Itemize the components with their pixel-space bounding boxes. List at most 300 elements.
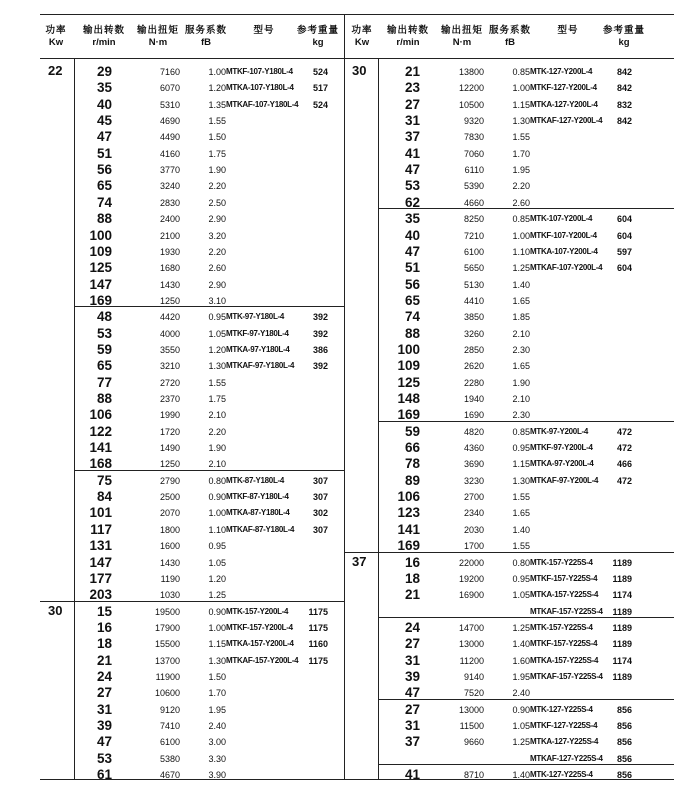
reference-weight: 597 <box>616 247 632 257</box>
reference-weight: 524 <box>312 67 328 77</box>
output-torque: 19500 <box>154 607 180 617</box>
service-factor: 1.75 <box>208 394 226 404</box>
output-speed: 47 <box>96 734 112 749</box>
output-torque: 13000 <box>458 705 484 715</box>
model-number: MTK-107-Y200L-4 <box>530 214 593 223</box>
output-torque: 2790 <box>159 476 180 486</box>
output-speed: 74 <box>96 195 112 210</box>
output-torque: 7160 <box>159 67 180 77</box>
reference-weight: 832 <box>616 100 632 110</box>
output-speed: 27 <box>404 97 420 112</box>
header-weight: 参考重量 kg <box>296 25 339 48</box>
output-speed: 41 <box>404 767 420 782</box>
output-torque: 4000 <box>159 329 180 339</box>
output-speed: 169 <box>89 293 112 308</box>
power-value: 30 <box>352 63 367 78</box>
output-speed: 27 <box>404 636 420 651</box>
service-factor: 0.85 <box>512 427 530 437</box>
output-torque: 6070 <box>159 83 180 93</box>
table-row <box>0 146 700 162</box>
output-speed: 168 <box>89 456 112 471</box>
table-row <box>0 80 700 96</box>
output-torque: 14700 <box>458 623 484 633</box>
top-rule <box>40 14 674 15</box>
output-speed: 88 <box>96 391 112 406</box>
output-speed: 31 <box>404 653 420 668</box>
output-speed: 65 <box>96 178 112 193</box>
header-torque: 输出扭矩 N·m <box>440 25 483 48</box>
header-model: 型号 <box>253 25 275 36</box>
output-speed: 109 <box>89 244 112 259</box>
output-speed: 31 <box>404 718 420 733</box>
output-torque: 5130 <box>463 280 484 290</box>
output-speed: 51 <box>96 146 112 161</box>
output-speed: 65 <box>404 293 420 308</box>
output-torque: 1720 <box>159 427 180 437</box>
reference-weight: 1189 <box>612 672 632 682</box>
output-torque: 2850 <box>463 345 484 355</box>
service-factor: 1.55 <box>512 541 530 551</box>
table-row <box>0 64 700 80</box>
table-row <box>0 391 700 407</box>
output-speed: 131 <box>89 538 112 553</box>
table-row <box>0 326 700 342</box>
service-factor: 2.20 <box>208 181 226 191</box>
model-number: MTKF-157-Y225S-4 <box>530 639 598 648</box>
reference-weight: 524 <box>312 100 328 110</box>
output-speed: 59 <box>96 342 112 357</box>
output-torque: 9120 <box>159 705 180 715</box>
reference-weight: 302 <box>312 508 328 518</box>
output-speed: 141 <box>397 522 420 537</box>
service-factor: 1.70 <box>208 688 226 698</box>
service-factor: 2.30 <box>512 345 530 355</box>
output-speed: 106 <box>397 489 420 504</box>
service-factor: 1.25 <box>208 590 226 600</box>
output-torque: 7520 <box>463 688 484 698</box>
service-factor: 1.00 <box>512 231 530 241</box>
output-speed: 29 <box>96 64 112 79</box>
output-torque: 2370 <box>159 394 180 404</box>
model-number: MTKAF-157-Y200L-4 <box>226 656 299 665</box>
table-row <box>0 767 700 783</box>
output-torque: 3850 <box>463 312 484 322</box>
service-factor: 1.90 <box>208 165 226 175</box>
output-torque: 4670 <box>159 770 180 780</box>
reference-weight: 1174 <box>612 590 632 600</box>
service-factor: 1.85 <box>512 312 530 322</box>
model-number: MTKA-97-Y200L-4 <box>530 459 594 468</box>
model-group-rule <box>378 764 674 765</box>
model-number: MTKAF-97-Y180L-4 <box>226 361 295 370</box>
output-torque: 13000 <box>458 639 484 649</box>
service-factor: 0.90 <box>208 607 226 617</box>
service-factor: 1.25 <box>512 737 530 747</box>
output-torque: 3260 <box>463 329 484 339</box>
reference-weight: 1175 <box>308 656 328 666</box>
service-factor: 1.00 <box>512 83 530 93</box>
table-row <box>0 587 700 603</box>
reference-weight: 307 <box>312 492 328 502</box>
service-factor: 1.00 <box>208 508 226 518</box>
service-factor: 0.80 <box>512 558 530 568</box>
service-factor: 1.10 <box>512 247 530 257</box>
output-speed: 88 <box>404 326 420 341</box>
output-speed: 39 <box>404 669 420 684</box>
output-speed: 62 <box>404 195 420 210</box>
output-torque: 4420 <box>159 312 180 322</box>
table-row <box>0 473 700 489</box>
output-speed: 15 <box>96 604 112 619</box>
header-fb: 服务系数 fB <box>488 25 531 48</box>
output-speed: 123 <box>397 505 420 520</box>
power-value: 37 <box>352 554 367 569</box>
output-torque: 1680 <box>159 263 180 273</box>
output-speed: 88 <box>96 211 112 226</box>
output-torque: 8710 <box>463 770 484 780</box>
model-number: MTK-97-Y200L-4 <box>530 427 589 436</box>
output-torque: 2720 <box>159 378 180 388</box>
output-torque: 12200 <box>458 83 484 93</box>
model-group-rule <box>378 699 674 700</box>
model-number: MTKA-157-Y200L-4 <box>226 639 294 648</box>
table-row <box>0 244 700 260</box>
output-torque: 2340 <box>463 508 484 518</box>
output-speed: 16 <box>404 555 420 570</box>
service-factor: 3.10 <box>208 296 226 306</box>
model-number: MTKA-127-Y200L-4 <box>530 100 598 109</box>
output-torque: 17900 <box>154 623 180 633</box>
model-number: MTKAF-107-Y180L-4 <box>226 100 299 109</box>
output-torque: 4410 <box>463 296 484 306</box>
output-torque: 1250 <box>159 459 180 469</box>
service-factor: 1.55 <box>512 132 530 142</box>
service-factor: 2.90 <box>208 214 226 224</box>
output-speed: 53 <box>96 751 112 766</box>
output-torque: 1700 <box>463 541 484 551</box>
model-number: MTKA-127-Y225S-4 <box>530 737 599 746</box>
output-speed: 24 <box>404 620 420 635</box>
reference-weight: 842 <box>616 116 632 126</box>
output-speed: 66 <box>404 440 420 455</box>
output-speed: 18 <box>96 636 112 651</box>
service-factor: 0.95 <box>512 443 530 453</box>
output-torque: 2070 <box>159 508 180 518</box>
service-factor: 1.65 <box>512 508 530 518</box>
power-value: 30 <box>48 603 63 618</box>
model-number: MTKA-157-Y225S-4 <box>530 590 599 599</box>
output-speed: 21 <box>404 64 420 79</box>
model-number: MTK-157-Y225S-4 <box>530 623 593 632</box>
service-factor: 0.85 <box>512 214 530 224</box>
output-speed: 40 <box>404 228 420 243</box>
output-speed: 117 <box>90 522 112 537</box>
header-power: 功率 Kw <box>45 25 67 48</box>
service-factor: 0.95 <box>208 312 226 322</box>
output-torque: 2620 <box>463 361 484 371</box>
service-factor: 2.10 <box>208 459 226 469</box>
output-speed: 53 <box>404 178 420 193</box>
model-number: MTKAF-127-Y200L-4 <box>530 116 603 125</box>
model-group-rule <box>378 208 674 209</box>
service-factor: 1.25 <box>512 623 530 633</box>
output-torque: 5310 <box>159 100 180 110</box>
output-torque: 6110 <box>464 165 484 175</box>
reference-weight: 307 <box>312 525 328 535</box>
reference-weight: 517 <box>312 83 328 93</box>
output-torque: 22000 <box>458 558 484 568</box>
output-torque: 3690 <box>463 459 484 469</box>
output-torque: 4660 <box>463 198 484 208</box>
output-speed: 56 <box>404 277 420 292</box>
service-factor: 2.10 <box>512 394 530 404</box>
table-row <box>0 97 700 113</box>
model-number: MTK-97-Y180L-4 <box>226 312 285 321</box>
model-number: MTKAF-107-Y200L-4 <box>530 263 603 272</box>
output-torque: 7830 <box>463 132 484 142</box>
output-torque: 7060 <box>463 149 484 159</box>
reference-weight: 392 <box>312 329 328 339</box>
service-factor: 1.55 <box>512 492 530 502</box>
service-factor: 2.40 <box>208 721 226 731</box>
service-factor: 2.50 <box>208 198 226 208</box>
model-number: MTK-157-Y200L-4 <box>226 607 289 616</box>
reference-weight: 307 <box>312 476 328 486</box>
service-factor: 0.90 <box>208 492 226 502</box>
header-model: 型号 <box>557 25 579 36</box>
model-number: MTK-127-Y225S-4 <box>530 770 593 779</box>
output-torque: 13800 <box>458 67 484 77</box>
output-speed: 74 <box>404 309 420 324</box>
service-factor: 0.95 <box>208 541 226 551</box>
service-factor: 1.40 <box>512 770 530 780</box>
model-number: MTKAF-97-Y200L-4 <box>530 476 599 485</box>
model-number: MTKF-97-Y200L-4 <box>530 443 593 452</box>
output-torque: 3770 <box>159 165 180 175</box>
output-torque: 2280 <box>463 378 484 388</box>
service-factor: 1.15 <box>512 459 530 469</box>
service-factor: 1.30 <box>208 656 226 666</box>
service-factor: 1.50 <box>208 132 226 142</box>
reference-weight: 604 <box>616 214 632 224</box>
output-torque: 11900 <box>155 672 180 682</box>
output-torque: 1250 <box>159 296 180 306</box>
table-row <box>0 669 700 685</box>
table-row <box>0 620 700 636</box>
model-group-rule <box>378 421 674 422</box>
output-speed: 75 <box>96 473 112 488</box>
service-factor: 3.20 <box>208 231 226 241</box>
header-torque: 输出扭矩 N·m <box>136 25 179 48</box>
output-torque: 1430 <box>159 558 180 568</box>
model-group-rule <box>378 617 674 618</box>
output-torque: 10500 <box>458 100 484 110</box>
output-speed: 35 <box>404 211 420 226</box>
output-speed: 125 <box>89 260 112 275</box>
output-speed: 39 <box>96 718 112 733</box>
output-speed: 77 <box>96 375 112 390</box>
service-factor: 1.95 <box>512 672 530 682</box>
service-factor: 1.70 <box>512 149 530 159</box>
reference-weight: 1160 <box>308 639 328 649</box>
output-torque: 6100 <box>463 247 484 257</box>
reference-weight: 392 <box>312 361 328 371</box>
reference-weight: 1189 <box>612 558 632 568</box>
service-factor: 3.00 <box>208 737 226 747</box>
output-speed: 48 <box>96 309 112 324</box>
output-torque: 3230 <box>463 476 484 486</box>
table-row <box>0 309 700 325</box>
service-factor: 2.90 <box>208 280 226 290</box>
output-torque: 4490 <box>159 132 180 142</box>
table-row <box>0 440 700 456</box>
service-factor: 1.15 <box>208 639 226 649</box>
output-speed: 37 <box>404 734 420 749</box>
service-factor: 1.25 <box>512 263 530 273</box>
output-speed: 47 <box>404 162 420 177</box>
output-speed: 45 <box>96 113 112 128</box>
service-factor: 1.20 <box>208 345 226 355</box>
header-rule <box>40 58 674 59</box>
output-speed: 109 <box>397 358 420 373</box>
reference-weight: 604 <box>616 263 632 273</box>
output-torque: 11200 <box>459 656 484 666</box>
output-speed: 125 <box>397 375 420 390</box>
reference-weight: 472 <box>616 476 632 486</box>
model-number: MTKF-157-Y200L-4 <box>226 623 293 632</box>
service-factor: 1.00 <box>208 67 226 77</box>
output-speed: 41 <box>404 146 420 161</box>
service-factor: 2.40 <box>512 688 530 698</box>
table-row <box>0 260 700 276</box>
table-row <box>0 702 700 718</box>
service-factor: 1.60 <box>512 656 530 666</box>
output-speed: 56 <box>96 162 112 177</box>
model-number: MTKA-107-Y200L-4 <box>530 247 598 256</box>
output-torque: 15500 <box>154 639 180 649</box>
header-power: 功率 Kw <box>351 25 373 48</box>
reference-weight: 1174 <box>612 656 632 666</box>
model-number: MTKAF-87-Y180L-4 <box>226 525 295 534</box>
model-number: MTKAF-127-Y225S-4 <box>530 754 603 763</box>
reference-weight: 392 <box>312 312 328 322</box>
output-torque: 1490 <box>159 443 180 453</box>
output-speed: 100 <box>397 342 420 357</box>
model-number: MTKA-107-Y180L-4 <box>226 83 294 92</box>
reference-weight: 856 <box>616 770 632 780</box>
output-speed: 47 <box>404 244 420 259</box>
service-factor: 1.95 <box>512 165 530 175</box>
output-speed: 100 <box>89 228 112 243</box>
model-number: MTKF-87-Y180L-4 <box>226 492 289 501</box>
table-row <box>0 211 700 227</box>
table-row <box>0 228 700 244</box>
table-row <box>0 293 700 309</box>
output-torque: 1600 <box>159 541 180 551</box>
output-speed: 47 <box>96 129 112 144</box>
output-speed: 101 <box>89 505 112 520</box>
output-torque: 10600 <box>154 688 180 698</box>
table-row <box>0 636 700 652</box>
table-row <box>0 129 700 145</box>
service-factor: 1.00 <box>208 623 226 633</box>
reference-weight: 1189 <box>612 639 632 649</box>
service-factor: 1.55 <box>208 378 226 388</box>
output-torque: 9660 <box>463 737 484 747</box>
reference-weight: 856 <box>616 721 632 731</box>
output-torque: 11500 <box>459 721 484 731</box>
output-torque: 9320 <box>463 116 484 126</box>
service-factor: 1.65 <box>512 296 530 306</box>
model-number: MTKF-127-Y225S-4 <box>530 721 598 730</box>
service-factor: 1.05 <box>512 590 530 600</box>
service-factor: 1.10 <box>208 525 226 535</box>
table-row <box>0 277 700 293</box>
output-torque: 2100 <box>159 231 180 241</box>
service-factor: 2.20 <box>208 247 226 257</box>
reference-weight: 856 <box>616 737 632 747</box>
output-torque: 2830 <box>159 198 180 208</box>
table-row <box>0 555 700 571</box>
reference-weight: 466 <box>616 459 632 469</box>
table-row <box>0 522 700 538</box>
table-row <box>0 505 700 521</box>
model-number: MTK-127-Y200L-4 <box>530 67 593 76</box>
service-factor: 0.85 <box>512 67 530 77</box>
service-factor: 1.05 <box>208 329 226 339</box>
power-group-rule <box>344 552 674 553</box>
output-torque: 2500 <box>159 492 180 502</box>
output-torque: 1690 <box>463 410 484 420</box>
output-torque: 2700 <box>463 492 484 502</box>
reference-weight: 1175 <box>308 607 328 617</box>
service-factor: 0.95 <box>512 574 530 584</box>
output-torque: 1930 <box>159 247 180 257</box>
service-factor: 0.90 <box>512 705 530 715</box>
reference-weight: 472 <box>616 427 632 437</box>
output-torque: 1430 <box>159 280 180 290</box>
output-speed: 21 <box>404 587 420 602</box>
table-row <box>0 113 700 129</box>
output-torque: 1800 <box>159 525 180 535</box>
service-factor: 1.95 <box>208 705 226 715</box>
service-factor: 1.15 <box>512 100 530 110</box>
output-torque: 5380 <box>159 754 180 764</box>
output-speed: 59 <box>404 424 420 439</box>
service-factor: 2.30 <box>512 410 530 420</box>
table-row <box>0 653 700 669</box>
model-number: MTKF-107-Y200L-4 <box>530 231 597 240</box>
service-factor: 0.80 <box>208 476 226 486</box>
output-speed: 53 <box>96 326 112 341</box>
output-speed: 21 <box>96 653 112 668</box>
output-speed: 89 <box>404 473 420 488</box>
output-speed: 40 <box>96 97 112 112</box>
service-factor: 1.30 <box>512 116 530 126</box>
service-factor: 1.90 <box>208 443 226 453</box>
model-number: MTKF-107-Y180L-4 <box>226 67 293 76</box>
reference-weight: 604 <box>616 231 632 241</box>
output-torque: 4160 <box>159 149 180 159</box>
model-number: MTKAF-157-Y225S-4 <box>530 672 603 681</box>
reference-weight: 1189 <box>612 607 632 617</box>
output-speed: 27 <box>404 702 420 717</box>
service-factor: 1.35 <box>208 100 226 110</box>
output-torque: 7410 <box>159 721 180 731</box>
service-factor: 1.90 <box>512 378 530 388</box>
service-factor: 1.30 <box>512 476 530 486</box>
reference-weight: 1175 <box>308 623 328 633</box>
